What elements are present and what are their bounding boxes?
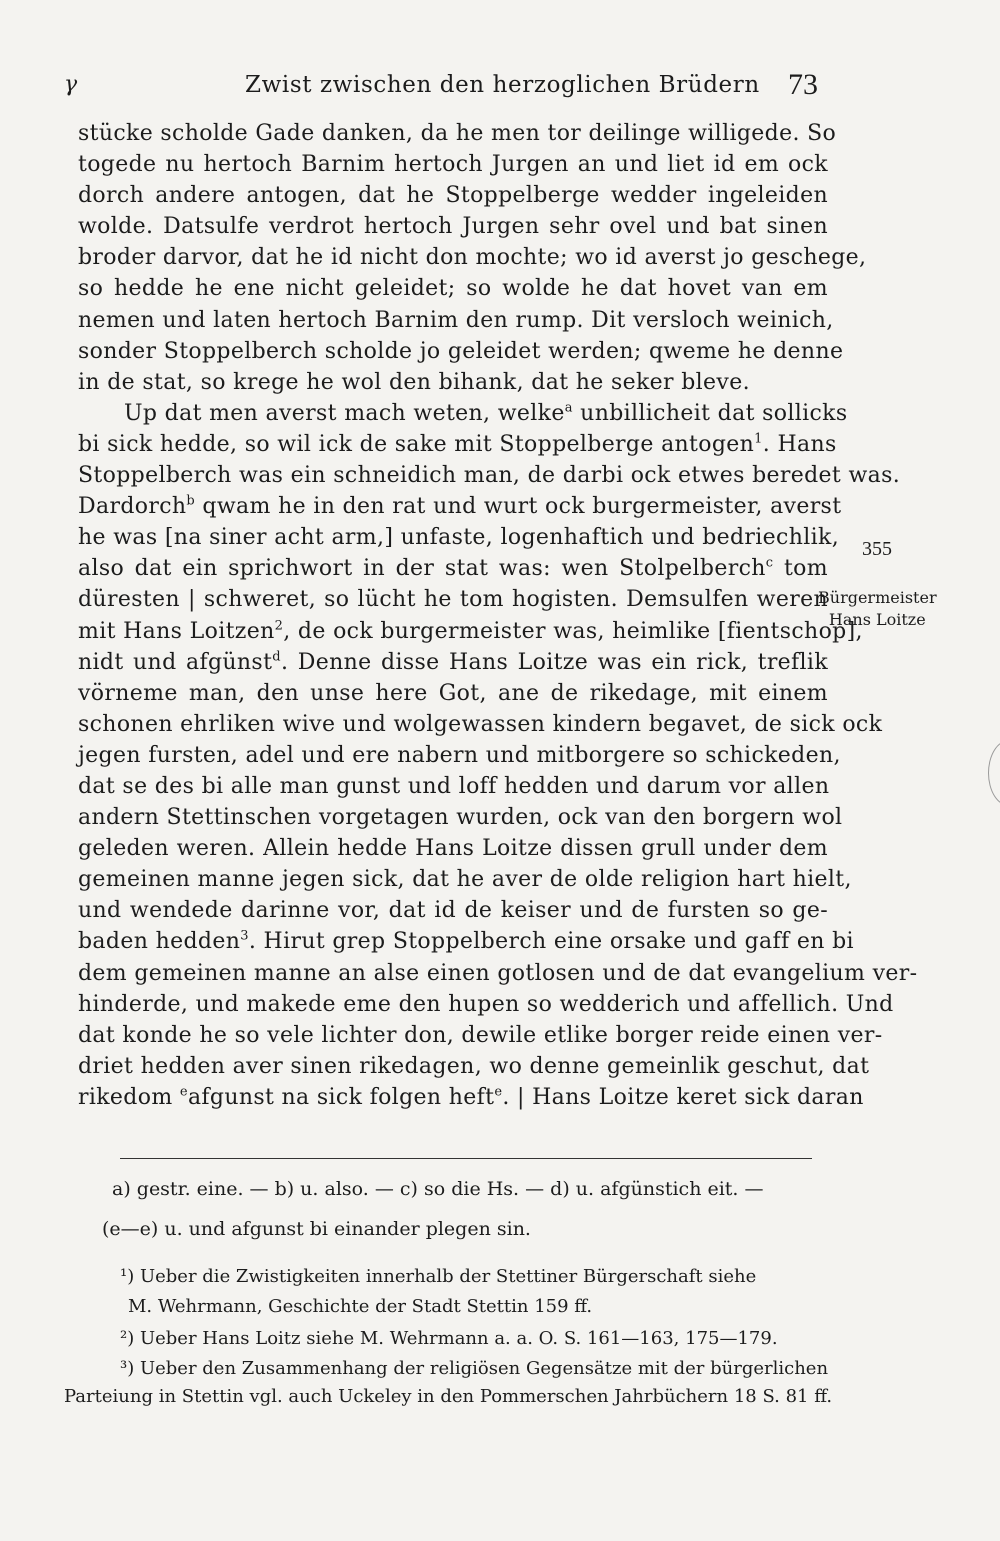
footnote-mark: 1 bbox=[754, 431, 763, 447]
text-segment: . Hans bbox=[762, 431, 837, 457]
text-line: andern Stettinschen vorgetagen wurden, ock van den borgern wol bbox=[78, 805, 843, 831]
running-header bbox=[0, 68, 1000, 108]
text-line: broder darvor, dat he id nicht don mochte; wo id averst jo geschege, bbox=[78, 245, 867, 271]
text-segment: mit Hans Loitzen bbox=[78, 618, 275, 644]
text-segment: . Hirut grep Stoppelberch eine orsake und gaff en bi bbox=[248, 929, 854, 955]
margin-note bbox=[818, 587, 937, 631]
apparatus-mark: d bbox=[272, 649, 281, 665]
text-line bbox=[78, 1082, 864, 1113]
apparatus-mark: b bbox=[186, 493, 196, 509]
text-line: sonder Stoppelberch scholde jo geleidet werden; qweme he denne bbox=[78, 338, 844, 364]
text-segment: tom bbox=[773, 556, 828, 582]
text-line: driet hedden aver sinen rikedagen, wo denne gemeinlik geschut, dat bbox=[78, 1053, 870, 1079]
apparatus-mark: a bbox=[564, 400, 573, 416]
text-line: nemen und laten hertoch Barnim den rump. Dit versloch weinich, bbox=[78, 307, 834, 333]
apparatus-line: (e—e) u. und afgunst bi einander plegen sin. bbox=[102, 1218, 531, 1240]
text-line: stücke scholde Gade danken, da he men tor deilinge willigede. So bbox=[78, 121, 837, 146]
text-line bbox=[78, 491, 842, 522]
text-segment: also dat ein sprichwort in der stat was: wen Stolpelberch bbox=[78, 556, 766, 582]
apparatus-mark: c bbox=[765, 555, 774, 571]
text-segment: , de ock burgermeister was, heimlike [fientschop], bbox=[283, 618, 863, 644]
footnote-1-continued: M. Wehrmann, Geschichte der Stadt Stettin 159 ff. bbox=[128, 1296, 593, 1317]
text-line: schonen ehrliken wive und wolgewassen kindern begavet, de sick ock bbox=[78, 711, 883, 737]
footnote-3: ³) Ueber den Zusammenhang der religiösen Gegensätze mit der bürgerlichen bbox=[120, 1358, 829, 1379]
text-line: Stoppelberch was ein schneidich man, de darbi ock etwes beredet was. bbox=[78, 463, 901, 489]
text-line: togede nu hertoch Barnim hertoch Jurgen an und liet id em ock bbox=[78, 152, 828, 178]
text-segment: Up dat men averst mach weten, welke bbox=[124, 400, 565, 426]
text-segment: Dardorch bbox=[78, 494, 187, 520]
margin-note-line: Hans Loitze bbox=[828, 610, 926, 629]
text-line bbox=[78, 429, 837, 460]
text-segment: afgunst na sick folgen heft bbox=[187, 1084, 495, 1110]
text-line: so hedde he ene nicht geleidet; so wolde he dat hovet van em bbox=[78, 276, 828, 302]
text-line bbox=[78, 398, 848, 429]
margin-page-reference: 355 bbox=[862, 538, 892, 560]
text-segment: bi sick hedde, so wil ick de sake mit Stoppelberge antogen bbox=[78, 431, 755, 457]
text-line: dat konde he so vele lichter don, dewile etlike borger reide einen ver- bbox=[78, 1022, 883, 1048]
text-segment: . Denne disse Hans Loitze was ein rick, treflik bbox=[280, 649, 828, 675]
text-line: geleden weren. Allein hedde Hans Loitze dissen grull under dem bbox=[78, 836, 828, 862]
text-line: wolde. Datsulfe verdrot hertoch Jurgen sehr ovel und bat sinen bbox=[78, 214, 828, 240]
text-line: vörneme man, den unse here Got, ane de rikedage, mit einem bbox=[78, 680, 828, 706]
text-line: dem gemeinen manne an alse einen gotlosen und de dat evangelium ver- bbox=[78, 960, 918, 986]
page-number: 73 bbox=[788, 68, 818, 101]
text-line: he was [na siner acht arm,] unfaste, logenhaftich und bedriechlik, bbox=[78, 525, 840, 551]
text-line: in de stat, so krege he wol den bihank, dat he seker bleve. bbox=[78, 369, 750, 395]
margin-note-line: Bürgermeister bbox=[818, 588, 937, 607]
text-line bbox=[78, 553, 828, 584]
footnote-2: ²) Ueber Hans Loitz siehe M. Wehrmann a. a. O. S. 161—163, 175—179. bbox=[120, 1328, 778, 1349]
footnote-mark: 3 bbox=[240, 929, 249, 945]
apparatus-mark: e bbox=[494, 1084, 503, 1100]
text-segment: nidt und afgünst bbox=[78, 649, 273, 675]
footnote-3-continued: Parteiung in Stettin vgl. auch Uckeley in den Pommerschen Jahrbüchern 18 S. 81 ff. bbox=[64, 1386, 833, 1407]
text-segment: qwam he in den rat und wurt ock burgermeister, averst bbox=[195, 494, 842, 520]
text-line: dat se des bi alle man gunst und loff hedden und darum vor allen bbox=[78, 773, 830, 799]
text-segment: rikedom bbox=[78, 1084, 180, 1110]
text-line bbox=[78, 647, 828, 678]
text-line: dorch andere antogen, dat he Stoppelberge wedder ingeleiden bbox=[78, 183, 828, 209]
signature-mark: γ bbox=[64, 72, 78, 97]
scan-artifact bbox=[988, 740, 1000, 806]
footnote-mark: 2 bbox=[274, 618, 284, 634]
text-line: und wendede darinne vor, dat id de keiser und de fursten so ge- bbox=[78, 898, 828, 924]
text-line: gemeinen manne jegen sick, dat he aver de olde religion hart hielt, bbox=[78, 867, 852, 893]
text-line bbox=[78, 616, 863, 647]
footnote-1: ¹) Ueber die Zwistigkeiten innerhalb der Stettiner Bürgerschaft siehe bbox=[120, 1266, 757, 1287]
text-line: hinderde, und makede eme den hupen so wedderich und affellich. Und bbox=[78, 991, 894, 1017]
text-segment: baden hedden bbox=[78, 929, 241, 955]
running-title: Zwist zwischen den herzoglichen Brüdern bbox=[245, 72, 760, 98]
text-line bbox=[78, 926, 854, 957]
footnote-rule bbox=[120, 1158, 812, 1159]
text-segment: . | Hans Loitze keret sick daran bbox=[502, 1084, 864, 1110]
text-segment: unbillicheit dat sollicks bbox=[572, 400, 848, 426]
text-line: düresten | schweret, so lücht he tom hogisten. Demsulfen weren bbox=[78, 587, 828, 613]
text-line: jegen fursten, adel und ere nabern und mitborgere so schickeden, bbox=[78, 742, 841, 768]
apparatus-line: a) gestr. eine. — b) u. also. — c) so die Hs. — d) u. afgünstich eit. — bbox=[112, 1178, 764, 1200]
apparatus-mark: e bbox=[179, 1084, 188, 1100]
